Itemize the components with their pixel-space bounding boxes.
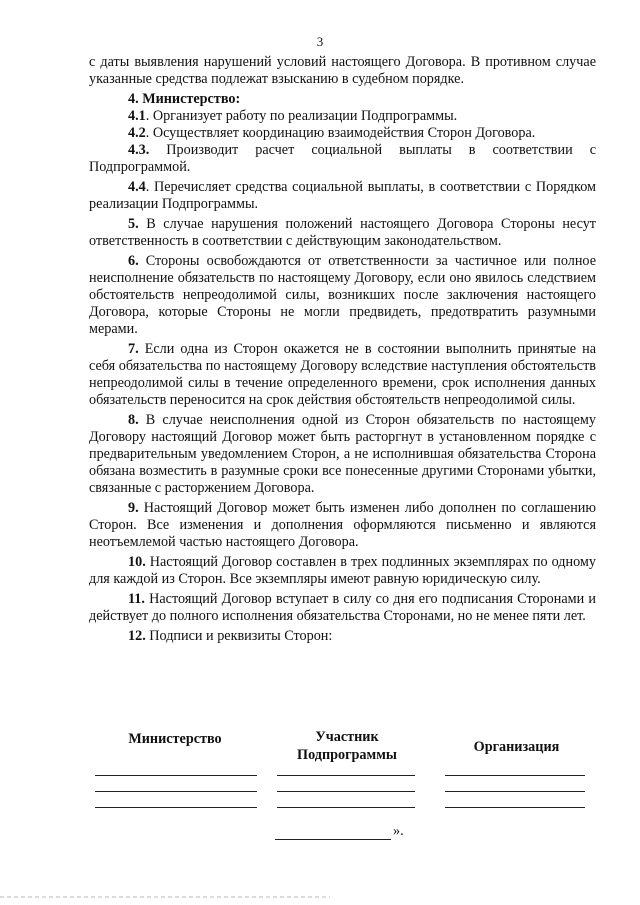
signature-title-participant-line1: Участник <box>315 729 379 745</box>
clause-text: Производит расчет социальной выплаты в соответствии с Подпрограммой. <box>89 142 596 175</box>
clause-text: Если одна из Сторон окажется не в состоянии выполнить принятые на себя обязательства по настоящему Договору вследствие наступления обстоятельств непреодолимой силы в течение определенного времени, срок исполнения данных обязательств переносится на срок действия обстоятельств непреодолимой силы. <box>89 341 596 408</box>
signature-line <box>445 775 585 776</box>
clause-text: Настоящий Договор вступает в силу со дня его подписания Сторонами и действует до полного исполнения обязательства Сторонами, но не менее пяти лет. <box>89 591 596 624</box>
clause-number: 7. <box>128 341 139 357</box>
document-body <box>89 54 596 645</box>
clause-number: 6. <box>128 253 139 269</box>
signature-title-participant-line2: Подпрограммы <box>297 747 397 763</box>
clause-number: 10. <box>128 554 146 570</box>
clause-6 <box>89 253 596 338</box>
clause-9 <box>89 500 596 551</box>
clause-text: . Перечисляет средства социальной выплаты, в соответствии с Порядком реализации Подпрограммы. <box>89 179 596 212</box>
clause-text: Настоящий Договор может быть изменен либо дополнен по соглашению Сторон. Все изменения и дополнения оформляются письменно и являются неотъемлемой частью настоящего Договора. <box>89 500 596 550</box>
clause-4-4 <box>89 179 596 213</box>
signature-column-ministry <box>89 730 261 748</box>
clause-7 <box>89 341 596 409</box>
clause-number: 11. <box>128 591 145 607</box>
clause-number: 8. <box>128 412 139 428</box>
clause-8 <box>89 412 596 497</box>
footer-dashed-line <box>0 896 640 898</box>
signature-line <box>95 775 257 776</box>
clause-text: В случае неисполнения одной из Сторон обязательств по настоящему Договору настоящий Договор может быть расторгнут в установленном порядке с предварительным уведомлением Сторон, а не исполнившая обязательства Сторона обязана возместить в разумные сроки все понесенные другими Сторонами убытки, связанные с расторжением Договора. <box>89 412 596 496</box>
clause-text: . Осуществляет координацию взаимодействия Сторон Договора. <box>145 125 536 141</box>
signature-line <box>95 791 257 792</box>
clause-text: Подписи и реквизиты Сторон: <box>145 628 333 644</box>
clause-11 <box>89 591 596 625</box>
signature-line <box>445 791 585 792</box>
clause-number: 4.4 <box>128 179 146 195</box>
clause-10 <box>89 554 596 588</box>
clause-4-2 <box>89 125 596 142</box>
clause-4-1 <box>89 108 596 125</box>
clause-number: 4.3. <box>128 142 150 158</box>
date-line-block <box>275 823 415 843</box>
signature-column-organization <box>437 738 596 756</box>
signature-line <box>445 807 585 808</box>
clause-5 <box>89 216 596 250</box>
signature-column-participant <box>277 728 417 764</box>
page-number: 3 <box>316 34 324 49</box>
clause-4-3 <box>89 142 596 176</box>
signature-line <box>95 807 257 808</box>
signature-title-organization: Организация <box>473 739 560 755</box>
clause-number: 5. <box>128 216 139 232</box>
clause-number: 9. <box>128 500 139 516</box>
section-4-heading: 4. Министерство: <box>128 91 241 107</box>
clause-text: В случае нарушения положений настоящего Договора Стороны несут ответственность в соответствии с действующим законодательством. <box>89 216 596 249</box>
clause-text: . Организует работу по реализации Подпрограммы. <box>145 108 458 124</box>
clause-text: Стороны освобождаются от ответственности за частичное или полное неисполнение обязательств по настоящему Договору, если оно явилось следствием обстоятельств непреодолимой силы, возникших после заключения настоящего Договора, которые Стороны не могли предвидеть, предотвратить разумными мерами. <box>89 253 596 337</box>
clause-text: Настоящий Договор составлен в трех подлинных экземплярах по одному для каждой из Сторон. Все экземпляры имеют равную юридическую силу. <box>89 554 596 587</box>
clause-12 <box>89 628 596 645</box>
date-blank-line <box>275 839 391 840</box>
signature-block <box>89 728 596 838</box>
clause-number: 4.1 <box>128 108 146 124</box>
signature-title-ministry: Министерство <box>128 731 222 747</box>
signature-line <box>277 775 415 776</box>
signature-line <box>277 807 415 808</box>
paragraph-continuation: с даты выявления нарушений условий настоящего Договора. В противном случае указанные средства подлежат взысканию в судебном порядке. <box>89 54 596 87</box>
date-suffix: ». <box>393 823 404 839</box>
clause-number: 4.2 <box>128 125 146 141</box>
signature-line <box>277 791 415 792</box>
clause-number: 12. <box>128 628 146 644</box>
